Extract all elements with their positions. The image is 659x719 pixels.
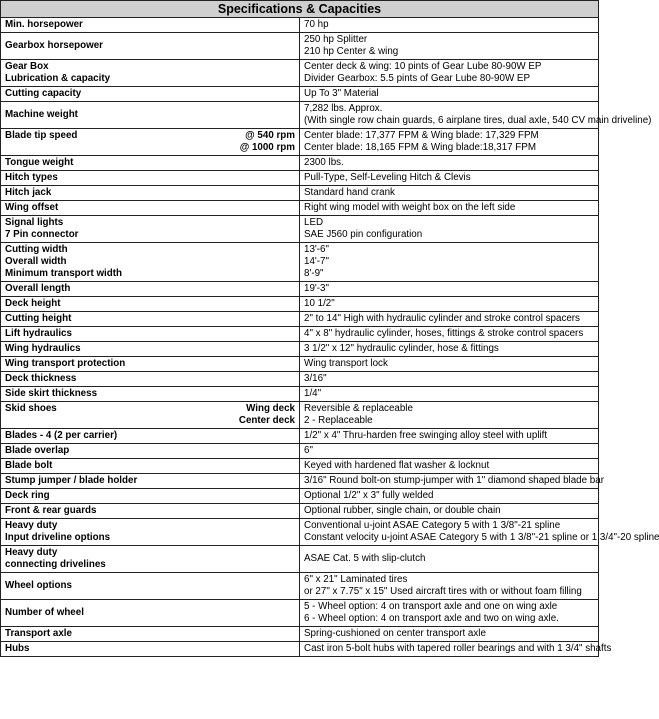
table-title: Specifications & Capacities <box>1 1 599 18</box>
table-row <box>1 60 599 87</box>
table-row <box>1 474 599 489</box>
spec-label-cell <box>1 504 300 519</box>
spec-value-cell <box>300 87 599 102</box>
spec-value-cell <box>300 216 599 243</box>
spec-value-text: 2" to 14" High with hydraulic cylinder and stroke control spacers <box>304 313 580 324</box>
table-row <box>1 312 599 327</box>
spec-value-text: Right wing model with weight box on the left side <box>304 202 516 213</box>
spec-label-cell <box>1 357 300 372</box>
spec-label-cell <box>1 33 300 60</box>
spec-value-text: Spring-cushioned on center transport axle <box>304 628 486 639</box>
spec-value-text: 10 1/2" <box>304 298 335 309</box>
spec-label-cell <box>1 642 300 657</box>
spec-label-cell <box>1 282 300 297</box>
spec-value-text: 8'-9" <box>304 268 324 279</box>
spec-value-cell <box>300 129 599 156</box>
spec-value-text: 5 - Wheel option: 4 on transport axle and one on wing axle <box>304 601 558 612</box>
spec-value-text: SAE J560 pin configuration <box>304 229 423 240</box>
table-row <box>1 573 599 600</box>
spec-label-text: Transport axle <box>5 628 72 639</box>
spec-value-text: Wing transport lock <box>304 358 388 369</box>
spec-label-cell <box>1 102 300 129</box>
table-row <box>1 129 599 156</box>
spec-label-cell <box>1 186 300 201</box>
spec-label-cell <box>1 387 300 402</box>
spec-label-qualifier: Center deck <box>238 415 295 426</box>
spec-value-text: Center blade: 17,377 FPM & Wing blade: 17,329 FPM <box>304 130 539 141</box>
table-row <box>1 357 599 372</box>
spec-label-qualifier: @ 540 rpm <box>245 130 295 141</box>
spec-label-text: Stump jumper / blade holder <box>5 475 138 486</box>
spec-value-text: Optional 1/2" x 3" fully welded <box>304 490 434 501</box>
spec-value-cell <box>300 600 599 627</box>
spec-label-text: Wing offset <box>5 202 59 213</box>
table-row <box>1 282 599 297</box>
spec-value-text: 19'-3" <box>304 283 329 294</box>
spec-label-cell <box>1 156 300 171</box>
spec-value-text: 14'-7" <box>304 256 329 267</box>
spec-label-qualifier: Wing deck <box>246 403 295 414</box>
spec-label-text: Blade overlap <box>5 445 70 456</box>
spec-value-cell <box>300 519 659 546</box>
spec-label-cell <box>1 87 300 102</box>
spec-label-line <box>5 403 295 415</box>
spec-label-cell <box>1 129 300 156</box>
spec-value-text: ASAE Cat. 5 with slip-clutch <box>304 553 426 564</box>
spec-label-text: Machine weight <box>5 109 78 120</box>
spec-value-cell <box>300 627 599 642</box>
spec-label-text: Wing hydraulics <box>5 343 81 354</box>
spec-label-text: Deck thickness <box>5 373 77 384</box>
spec-label-cell <box>1 60 300 87</box>
spec-label-text: Number of wheel <box>5 607 84 618</box>
spec-label-cell <box>1 402 300 429</box>
spec-value-text: LED <box>304 217 324 228</box>
spec-label-cell <box>1 519 300 546</box>
spec-value-text: 3/16" Round bolt-on stump-jumper with 1" diamond shaped blade bar <box>304 475 604 486</box>
spec-value-text: 70 hp <box>304 19 329 30</box>
spec-value-text: 6" <box>304 445 313 456</box>
spec-label-cell <box>1 489 300 504</box>
spec-value-text: Optional rubber, single chain, or double chain <box>304 505 501 516</box>
table-row <box>1 87 599 102</box>
table-row <box>1 327 599 342</box>
spec-value-cell <box>300 201 599 216</box>
spec-label-text: Skid shoes <box>5 403 57 414</box>
spec-value-cell <box>300 342 599 357</box>
table-row <box>1 201 599 216</box>
spec-value-text: 2 - Replaceable <box>304 415 373 426</box>
spec-label-cell <box>1 18 300 33</box>
spec-value-cell <box>300 60 599 87</box>
spec-value-text: 7,282 lbs. Approx. <box>304 103 383 114</box>
spec-value-text: Reversible & replaceable <box>304 403 413 414</box>
spec-label-cell <box>1 444 300 459</box>
spec-label-text: Heavy duty <box>5 547 58 558</box>
spec-label-text: Gear Box <box>5 61 49 72</box>
spec-label-text: Lubrication & capacity <box>5 73 111 84</box>
spec-value-cell <box>300 357 599 372</box>
spec-label-text: Heavy duty <box>5 520 58 531</box>
table-row <box>1 342 599 357</box>
spec-value-text: Conventional u-joint ASAE Category 5 with 1 3/8"-21 spline <box>304 520 561 531</box>
spec-value-cell <box>300 372 599 387</box>
spec-value-cell <box>300 489 599 504</box>
table-row <box>1 402 599 429</box>
spec-label-cell <box>1 312 300 327</box>
spec-value-cell <box>300 243 599 282</box>
spec-label-text: Wing transport protection <box>5 358 126 369</box>
spec-label-text: Wheel options <box>5 580 72 591</box>
spec-value-text: Standard hand crank <box>304 187 395 198</box>
spec-value-cell <box>300 546 599 573</box>
spec-value-text: Up To 3" Material <box>304 88 379 99</box>
spec-value-text: Center blade: 18,165 FPM & Wing blade:18,317 FPM <box>304 142 536 153</box>
spec-value-text: Constant velocity u-joint ASAE Category 5 with 1 3/8"-21 spline or 1 3/4"-20 spline <box>304 532 659 543</box>
spec-label-cell <box>1 342 300 357</box>
spec-value-text: 250 hp Splitter <box>304 34 368 45</box>
spec-label-text: Signal lights <box>5 217 64 228</box>
spec-label-cell <box>1 573 300 600</box>
spec-value-text: Center deck & wing: 10 pints of Gear Lube 80-90W EP <box>304 61 542 72</box>
spec-value-text: Pull-Type, Self-Leveling Hitch & Clevis <box>304 172 471 183</box>
spec-value-cell <box>300 474 604 489</box>
spec-value-cell <box>300 282 599 297</box>
spec-label-text: Deck height <box>5 298 61 309</box>
spec-label-cell <box>1 372 300 387</box>
table-row <box>1 444 599 459</box>
table-row <box>1 156 599 171</box>
spec-value-text: 3 1/2" x 12" hydraulic cylinder, hose & fittings <box>304 343 499 354</box>
spec-label-cell <box>1 243 300 282</box>
spec-value-text: or 27" x 7.75" x 15" Used aircraft tires with or without foam filling <box>304 586 582 597</box>
spec-value-cell <box>300 387 599 402</box>
table-row <box>1 600 599 627</box>
table-row <box>1 429 599 444</box>
spec-label-cell <box>1 201 300 216</box>
spec-value-text: 6 - Wheel option: 4 on transport axle and two on wing axle. <box>304 613 559 624</box>
spec-table-body <box>1 18 659 657</box>
spec-value-cell <box>300 402 599 429</box>
spec-value-text: 13'-6" <box>304 244 329 255</box>
spec-label-text: Cutting capacity <box>5 88 82 99</box>
spec-label-text: Overall width <box>5 256 67 267</box>
spec-value-cell <box>300 297 599 312</box>
table-row <box>1 642 599 657</box>
spec-label-text: 7 Pin connector <box>5 229 79 240</box>
spec-value-cell <box>300 327 599 342</box>
spec-value-text: (With single row chain guards, 6 airplane tires, dual axle, 540 CV main driveline) <box>304 115 652 126</box>
spec-value-text: 3/16" <box>304 373 327 384</box>
spec-label-text: Blade bolt <box>5 460 53 471</box>
table-row <box>1 459 599 474</box>
spec-label-text: connecting drivelines <box>5 559 106 570</box>
spec-value-text: 4" x 8" hydraulic cylinder, hoses, fittings & stroke control spacers <box>304 328 584 339</box>
spec-label-cell <box>1 627 300 642</box>
spec-value-cell <box>300 573 599 600</box>
spec-label-cell <box>1 600 300 627</box>
spec-value-cell <box>300 186 599 201</box>
spec-label-text: Side skirt thickness <box>5 388 98 399</box>
spec-value-text: 1/4" <box>304 388 322 399</box>
spec-label-text: Hitch jack <box>5 187 52 198</box>
spec-label-text: Tongue weight <box>5 157 74 168</box>
spec-label-text: Lift hydraulics <box>5 328 72 339</box>
table-row <box>1 297 599 312</box>
spec-value-text: Keyed with hardened flat washer & locknut <box>304 460 490 471</box>
spec-label-cell <box>1 546 300 573</box>
spec-label-cell <box>1 327 300 342</box>
spec-label-text: Hubs <box>5 643 30 654</box>
table-row <box>1 216 599 243</box>
spec-label-text: Input driveline options <box>5 532 111 543</box>
spec-label-cell <box>1 216 300 243</box>
spec-value-cell <box>300 459 599 474</box>
spec-value-cell <box>300 504 599 519</box>
spec-label-line <box>5 130 295 142</box>
table-row <box>1 33 599 60</box>
table-row <box>1 186 599 201</box>
table-row <box>1 102 599 129</box>
spec-label-cell <box>1 459 300 474</box>
spec-label-text: Gearbox horsepower <box>5 40 103 51</box>
table-row <box>1 546 599 573</box>
spec-label-text: Cutting height <box>5 313 72 324</box>
table-row <box>1 387 599 402</box>
spec-value-cell <box>300 642 612 657</box>
table-row <box>1 243 599 282</box>
spec-label-text: Blade tip speed <box>5 130 78 141</box>
spec-value-cell <box>300 312 599 327</box>
spec-label-text: Hitch types <box>5 172 58 183</box>
spec-label-text: Min. horsepower <box>5 19 83 30</box>
spec-label-text: Blades - 4 (2 per carrier) <box>5 430 118 441</box>
spec-value-text: 1/2" x 4" Thru-harden free swinging alloy steel with uplift <box>304 430 548 441</box>
spec-label-cell <box>1 171 300 186</box>
spec-label-cell <box>1 429 300 444</box>
spec-label-qualifier: @ 1000 rpm <box>239 142 295 153</box>
spec-value-cell <box>300 102 652 129</box>
table-row <box>1 519 599 546</box>
spec-value-cell <box>300 18 599 33</box>
spec-value-cell <box>300 33 599 60</box>
table-row <box>1 372 599 387</box>
spec-value-cell <box>300 444 599 459</box>
spec-label-text: Overall length <box>5 283 71 294</box>
spec-value-text: 2300 lbs. <box>304 157 344 168</box>
spec-value-text: Divider Gearbox: 5.5 pints of Gear Lube 80-90W EP <box>304 73 530 84</box>
spec-value-text: 6" x 21" Laminated tires <box>304 574 408 585</box>
spec-value-text: 210 hp Center & wing <box>304 46 399 57</box>
spec-value-cell <box>300 156 599 171</box>
spec-label-cell <box>1 297 300 312</box>
spec-label-text: Front & rear guards <box>5 505 97 516</box>
table-row <box>1 171 599 186</box>
spec-value-cell <box>300 429 599 444</box>
table-row <box>1 18 599 33</box>
spec-label-text: Deck ring <box>5 490 50 501</box>
table-row <box>1 627 599 642</box>
spec-label-cell <box>1 474 300 489</box>
table-row <box>1 504 599 519</box>
spec-value-text: Cast iron 5-bolt hubs with tapered roller bearings and with 1 3/4" shafts <box>304 643 612 654</box>
spec-label-text: Cutting width <box>5 244 68 255</box>
spec-value-cell <box>300 171 599 186</box>
spec-label-text: Minimum transport width <box>5 268 123 279</box>
table-row <box>1 489 599 504</box>
